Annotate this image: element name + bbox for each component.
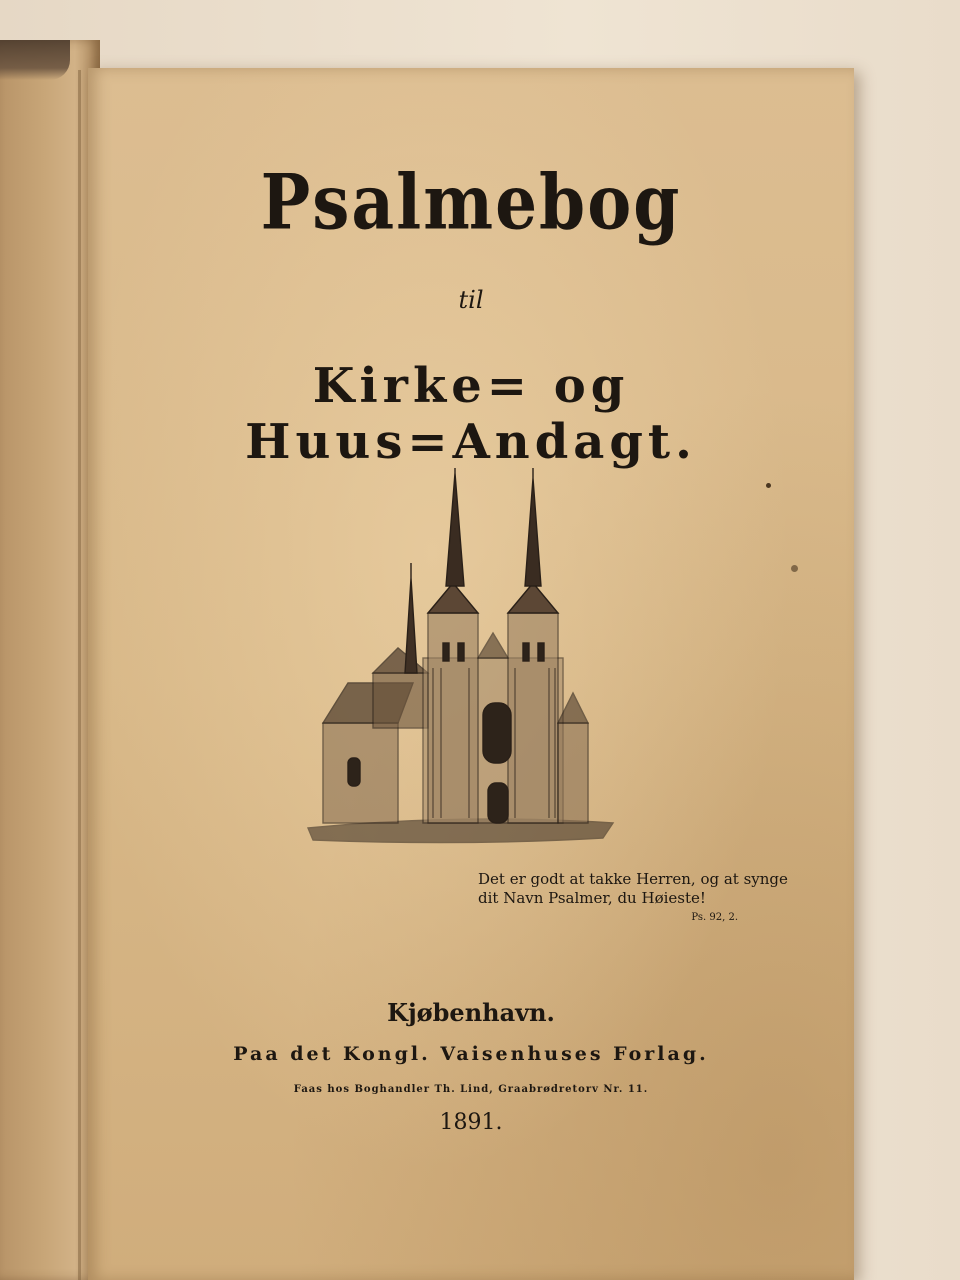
epigraph-line-1: Det er godt at takke Herren, og at synge	[478, 870, 788, 888]
paper-speck	[766, 483, 771, 488]
book-gutter	[78, 70, 81, 1280]
epigraph	[478, 870, 798, 927]
bookseller-imprint: Faas hos Boghandler Th. Lind, Graabrødretorv Nr. 11.	[293, 1084, 649, 1095]
publication-year: 1891.	[439, 1110, 503, 1135]
cathedral-illustration	[303, 468, 623, 848]
book-subtitle: Kirke= og Huus=Andagt.	[245, 358, 697, 470]
publication-city: Kjøbenhavn.	[387, 998, 555, 1027]
epigraph-line-2: dit Navn Psalmer, du Høieste!	[478, 889, 706, 907]
previous-page-edge	[0, 40, 100, 1280]
title-connector: til	[458, 286, 484, 314]
publisher-line: Paa det Kongl. Vaisenhuses Forlag.	[233, 1043, 709, 1065]
epigraph-reference: Ps. 92, 2.	[691, 912, 738, 923]
book-title: Psalmebog	[260, 157, 682, 247]
torn-binding	[0, 40, 70, 80]
title-page	[88, 68, 854, 1280]
paper-speck	[791, 565, 798, 572]
